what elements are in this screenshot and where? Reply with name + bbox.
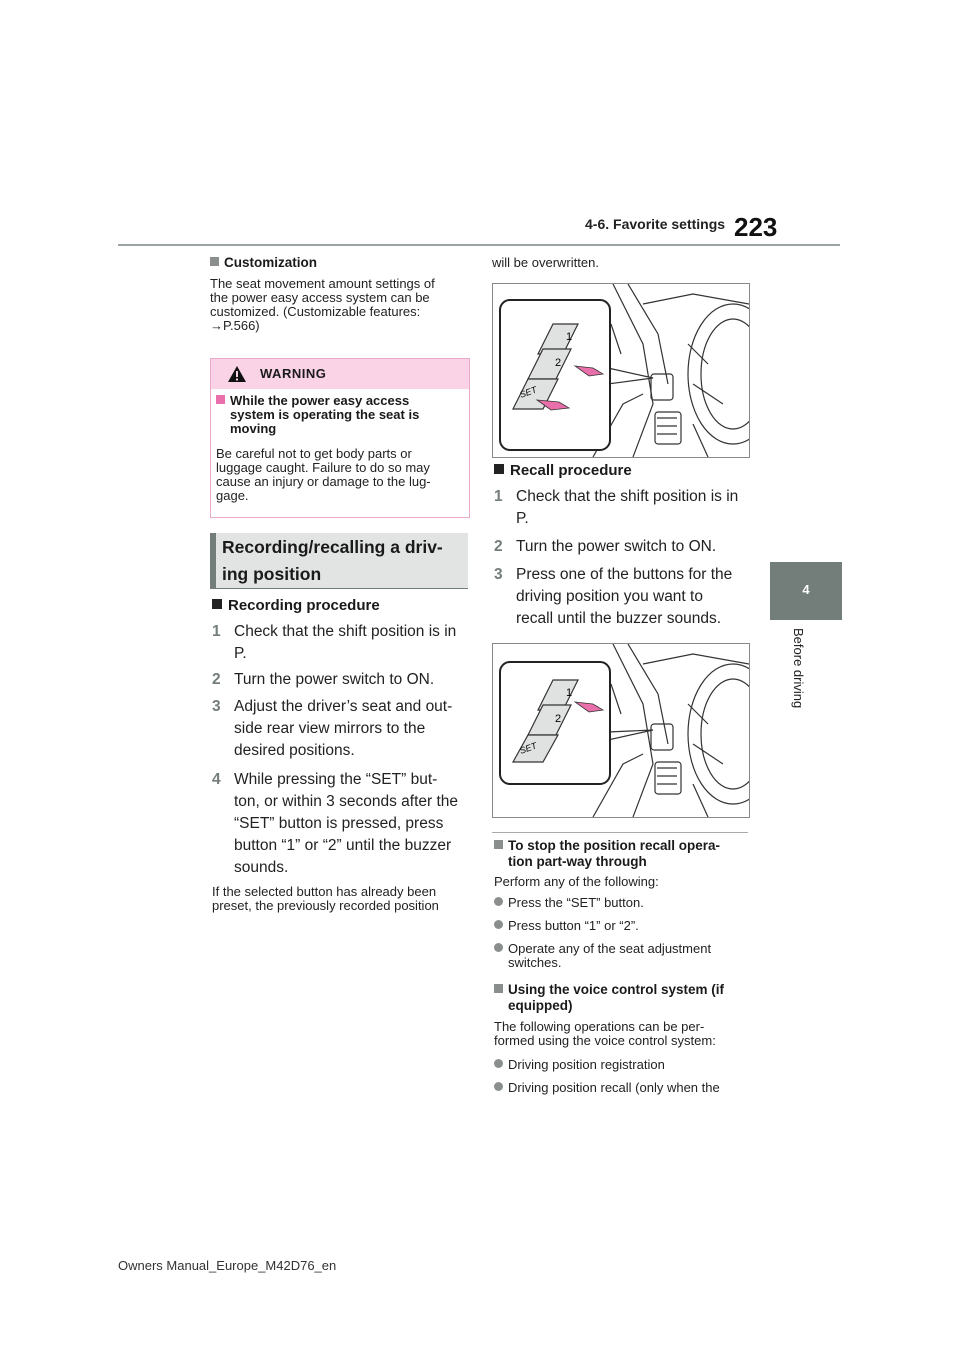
door-panel-illustration <box>493 644 749 817</box>
section-divider <box>492 832 748 833</box>
square-bullet-icon <box>212 599 222 609</box>
recall-step: 1 Check that the shift position is in P. <box>494 488 739 527</box>
set-button-label: SET <box>518 384 539 400</box>
recording-step: 4 While pressing the “SET” but- ton, or within 3 seconds after the “SET” button is pressed, press button “1” or “2” until the buzzer sounds. <box>212 771 459 876</box>
recording-step: 3 Adjust the driver’s seat and out- side rear view mirrors to the desired positions. <box>212 698 453 759</box>
square-bullet-icon <box>494 984 503 993</box>
warning-heading: While the power easy access system is operating the seat is moving <box>216 394 456 436</box>
section-heading-rule <box>210 588 468 589</box>
round-bullet-icon <box>494 897 503 906</box>
stop-recall-title: To stop the position recall opera- tion part-way through <box>494 838 756 870</box>
bullet-item: Press button “1” or “2”. <box>494 919 639 933</box>
chapter-label: Before driving <box>791 628 806 709</box>
recording-step: 2 Turn the power switch to ON. <box>212 671 435 688</box>
section-title: 4-6. Favorite settings <box>585 216 726 232</box>
button-1-label: 1 <box>566 331 573 343</box>
customization-text: The seat movement amount settings of the power easy access system can be customized. (Customizable features: →P.566) <box>210 277 472 333</box>
bullet-item: Driving position registration <box>494 1058 665 1072</box>
bullet-item: Operate any of the seat adjustment switches. <box>494 942 756 970</box>
header-divider <box>118 244 840 246</box>
bullet-item: Press the “SET” button. <box>494 896 644 910</box>
section-heading: Recording/recalling a driv- ing position <box>222 537 443 584</box>
round-bullet-icon <box>494 920 503 929</box>
warning-title-bar <box>211 359 469 389</box>
warning-title: WARNING <box>260 366 327 381</box>
voice-control-title: Using the voice control system (if equipped) <box>494 982 756 1014</box>
page-reference-link[interactable]: →P.566) <box>210 318 260 333</box>
seat-memory-figure-set <box>492 283 750 458</box>
footer-text: Owners Manual_Europe_M42D76_en <box>118 1258 337 1273</box>
warning-triangle-icon <box>227 365 247 383</box>
set-button-label: SET <box>518 740 539 756</box>
overwrite-text: will be overwritten. <box>492 255 599 270</box>
round-bullet-icon <box>494 1082 503 1091</box>
recall-procedure-title: Recall procedure <box>494 462 632 479</box>
customization-title: Customization <box>210 255 472 271</box>
warning-body: Be careful not to get body parts or luggage caught. Failure to do so may cause an injury or damage to the lug- gage. <box>216 446 431 503</box>
round-bullet-icon <box>494 943 503 952</box>
square-bullet-icon <box>494 464 504 474</box>
square-bullet-icon <box>216 395 225 404</box>
round-bullet-icon <box>494 1059 503 1068</box>
button-2-label: 2 <box>555 713 562 725</box>
chapter-number: 4 <box>802 582 810 597</box>
bullet-item: Driving position recall (only when the <box>494 1081 720 1095</box>
page-number: 223 <box>734 212 778 242</box>
square-bullet-icon <box>494 840 503 849</box>
recall-step: 2 Turn the power switch to ON. <box>494 538 717 555</box>
recording-step: 1 Check that the shift position is in P. <box>212 623 457 662</box>
seat-memory-figure-recall <box>492 643 750 818</box>
square-bullet-icon <box>210 257 219 266</box>
voice-control-intro: The following operations can be per- formed using the voice control system: <box>494 1019 716 1048</box>
customization-block <box>210 255 472 333</box>
recording-note: If the selected button has already been preset, the previously recorded position <box>212 884 439 913</box>
button-1-label: 1 <box>566 687 573 699</box>
button-2-label: 2 <box>555 357 562 369</box>
recall-step: 3 Press one of the buttons for the driving position you want to recall until the buzzer sounds. <box>494 566 733 627</box>
door-panel-illustration <box>493 284 749 457</box>
recording-procedure-title: Recording procedure <box>212 597 380 614</box>
stop-recall-intro: Perform any of the following: <box>494 874 659 889</box>
